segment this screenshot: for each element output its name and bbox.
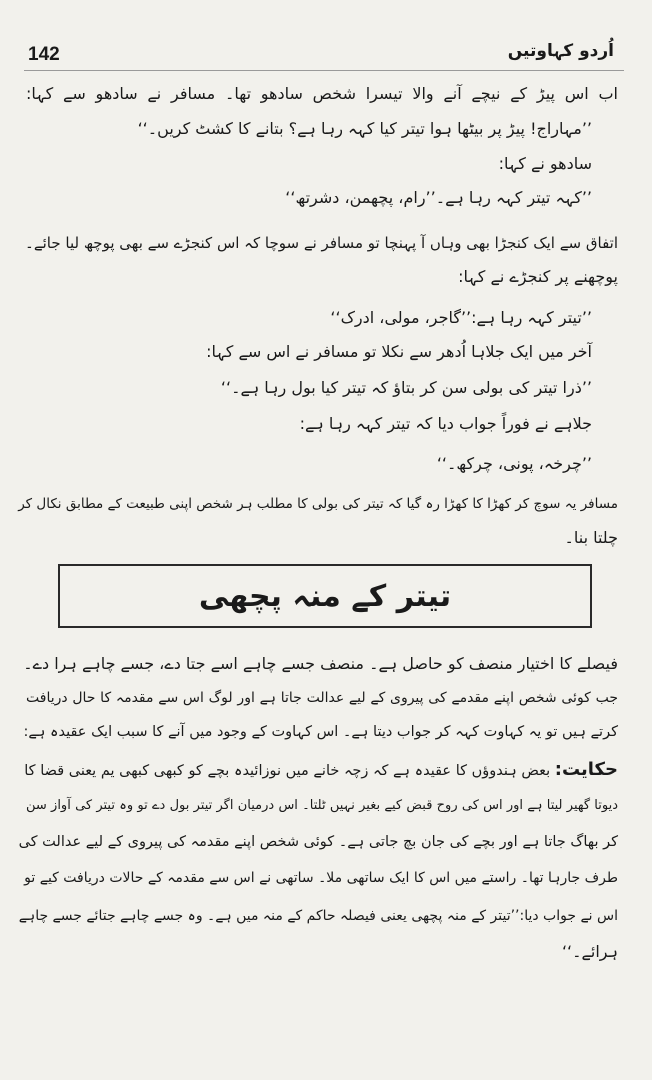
meaning-line: فیصلے کا اختیار منصف کو حاصل ہے۔ منصف جسے چاہے اسے جتا دے، جسے چاہے ہرا دے۔ [23,654,618,673]
hikayat-line: طرف جارہا تھا۔ راستے میں اس کا ایک ساتھی ملا۔ ساتھی نے اس سے مقدمہ کے حالات دریافت کیے تو [24,870,618,886]
story-line: اتفاق سے ایک کنجڑا بھی وہاں آ پہنچا تو مسافر نے سوچا کہ اس کنجڑے سے بھی پوچھ لیا جائے۔ [25,234,618,252]
story-line: آخر میں ایک جلاہا اُدھر سے نکلا تو مسافر نے اس سے کہا: [206,342,592,361]
proverb-title: تیتر کے منہ پچھی [198,578,452,614]
proverb-title-box [58,564,592,628]
hikayat-line: ہرائے۔‘‘ [561,942,618,961]
story-line: جلاہے نے فوراً جواب دیا کہ تیتر کہہ رہا ہے: [299,414,592,433]
hikayat-text: بعض ہندوؤں کا عقیدہ ہے کہ زچہ خانے میں نوزائیدہ بچے کو کبھی کبھی یم یعنی قضا کا [24,763,551,779]
story-line: ’’ذرا تیتر کی بولی سن کر بتاؤ کہ تیتر کیا بول رہا ہے۔‘‘ [220,378,592,397]
story-line: ’’تیتر کہہ رہا ہے:’’گاجر، مولی، ادرک‘‘ [330,308,592,327]
running-title: اُردو کہاوتیں [507,41,614,61]
hikayat-line: کر بھاگ جاتا ہے اور بچے کی جان بچ جاتی ہے۔ کوئی شخص اپنے مقدمہ کی پیروی کے لیے عدالت کی [18,834,618,850]
story-line: ’’کہہ تیتر کہہ رہا ہے۔’’رام، پچھمن، دشرتھ‘‘ [285,188,592,207]
hikayat-first-line [26,758,618,783]
page-number: 142 [28,44,60,65]
hikayat-label: حکایت: [554,759,618,780]
hikayat-line: دیوتا گھیر لیتا ہے اور اس کی روح قبض کیے بغیر نہیں ٹلتا۔ اس درمیان اگر تیتر بول دے تو وہ تیتر کی آواز سن [26,798,618,813]
meaning-line: جب کوئی شخص اپنے مقدمے کی پیروی کے لیے عدالت جاتا ہے اور لوگ اس سے مقدمہ کا حال دریافت [26,690,618,706]
story-line: چلتا بنا۔ [564,528,618,547]
story-line: مسافر یہ سوچ کر کھڑا کا کھڑا رہ گیا کہ تیتر کی بولی کا مطلب ہر شخص اپنی طبیعت کے مطابق نکال کر [18,496,618,512]
story-line: اب اس پیڑ کے نیچے آنے والا تیسرا شخص سادھو تھا۔ مسافر نے سادھو سے کہا: [26,84,618,103]
story-line: ’’چرخہ، پونی، چرکھ۔‘‘ [436,454,592,473]
header-rule [24,70,624,71]
story-line: پوچھنے پر کنجڑے نے کہا: [458,267,618,286]
story-line: سادھو نے کہا: [498,154,592,173]
hikayat-line: اس نے جواب دیا:’’تیتر کے منہ پچھی یعنی فیصلہ حاکم کے منہ میں ہے۔ وہ جسے چاہے جتائے جسے چاہے [18,908,618,924]
meaning-line: کرتے ہیں تو یہ کہاوت کہہ کر جواب دیتا ہے۔ اس کہاوت کے وجود میں آنے کا سبب ایک عقیدہ ہے: [23,724,618,740]
story-line: ’’مہاراج! پیڑ پر بیٹھا ہوا تیتر کیا کہہ رہا ہے؟ بتانے کا کشٹ کریں۔‘‘ [137,119,592,138]
